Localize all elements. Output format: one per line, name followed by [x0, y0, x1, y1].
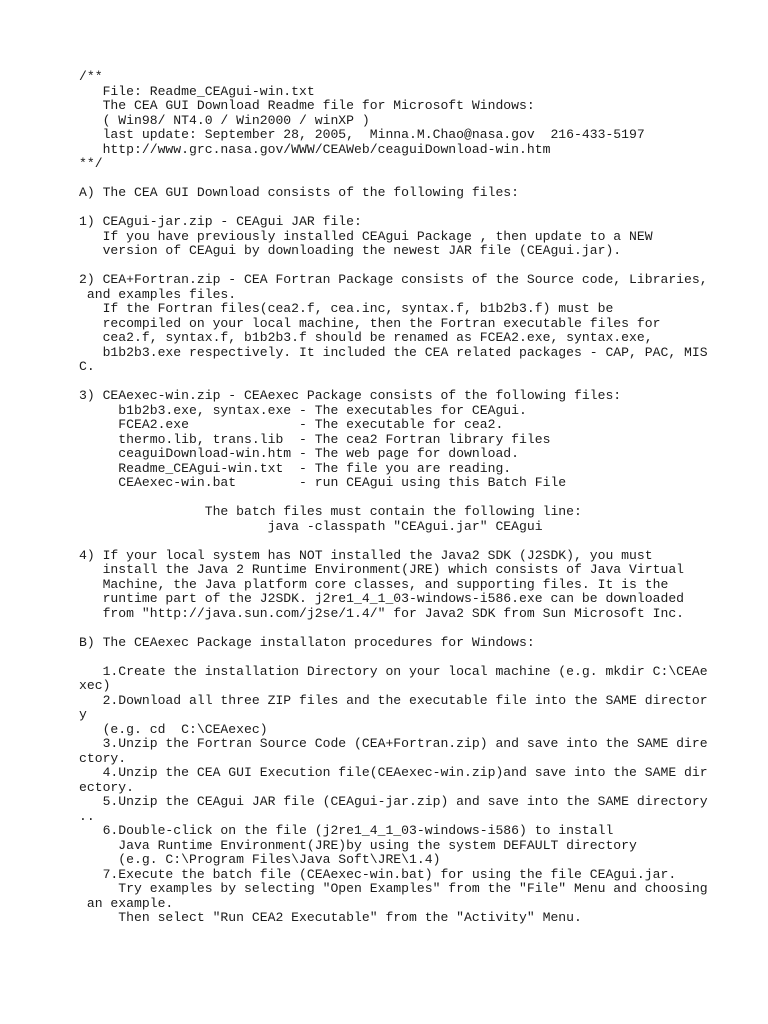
text-line: 2.Download all three ZIP files and the executable file into the SAME director: [79, 692, 708, 708]
text-line: runtime part of the J2SDK. j2re1_4_1_03-windows-i586.exe can be downloaded: [79, 591, 685, 606]
text-line: b1b2b3.exe respectively. It included the CEA related packages - CAP, PAC, MIS: [79, 344, 708, 360]
text-line: 2) CEA+Fortran.zip - CEA Fortran Package consists of the Source code, Libraries,: [79, 272, 708, 287]
text-line: [79, 375, 708, 390]
text-line: ctory.: [79, 750, 127, 766]
text-line: ..: [79, 808, 95, 824]
text-line: 6.Double-click on the file (j2re1_4_1_03-windows-i586) to install: [79, 823, 614, 838]
text-line: ( Win98/ NT4.0 / Win2000 / winXP ): [79, 112, 370, 128]
text-line: java -classpath "CEAgui.jar" CEAgui: [79, 518, 543, 534]
text-line: B) The CEAexec Package installaton procedures for Windows:: [79, 634, 535, 650]
text-line: 4.Unzip the CEA GUI Execution file(CEAexec-win.zip)and save into the SAME dir: [79, 765, 708, 780]
text-line: If you have previously installed CEAgui Package , then update to a NEW: [79, 228, 653, 244]
text-line: 1) CEAgui-jar.zip - CEAgui JAR file:: [79, 214, 362, 229]
text-line: an example.: [79, 895, 174, 911]
text-line: [79, 534, 708, 549]
text-line: recompiled on your local machine, then the Fortran executable files for: [79, 315, 661, 331]
text-line: The batch files must contain the following line:: [79, 504, 582, 519]
text-line: 5.Unzip the CEAgui JAR file (CEAgui-jar.zip) and save into the SAME directory: [79, 794, 708, 809]
text-line: 3.Unzip the Fortran Source Code (CEA+Fortran.zip) and save into the SAME dire: [79, 736, 708, 751]
text-line: last update: September 28, 2005, Minna.M.Chao@nasa.gov 216-433-5197: [79, 127, 645, 142]
text-line: b1b2b3.exe, syntax.exe - The executables for CEAgui.: [79, 402, 527, 418]
text-line: Then select "Run CEA2 Executable" from the "Activity" Menu.: [79, 910, 582, 925]
text-line: File: Readme_CEAgui-win.txt: [79, 83, 315, 99]
text-line: xec): [79, 678, 111, 693]
text-line: ceaguiDownload-win.htm - The web page for download.: [79, 446, 520, 461]
text-line: If the Fortran files(cea2.f, cea.inc, syntax.f, b1b2b3.f) must be: [79, 301, 614, 316]
text-line: /**: [79, 69, 103, 84]
text-line: **/: [79, 156, 103, 171]
text-line: ectory.: [79, 779, 135, 795]
text-line: version of CEAgui by downloading the newest JAR file (CEAgui.jar).: [79, 243, 622, 258]
text-line: y: [79, 707, 87, 722]
text-line: [79, 491, 708, 506]
text-line: Try examples by selecting "Open Examples" from the "File" Menu and choosing: [79, 881, 708, 896]
text-line: Java Runtime Environment(JRE)by using the system DEFAULT directory: [79, 837, 637, 853]
text-line: [79, 259, 708, 274]
text-line: A) The CEA GUI Download consists of the following files:: [79, 185, 520, 200]
text-line: 1.Create the installation Directory on your local machine (e.g. mkdir C:\CEAe: [79, 663, 708, 679]
text-line: [79, 201, 708, 216]
text-line: 7.Execute the batch file (CEAexec-win.bat) for using the file CEAgui.jar.: [79, 866, 677, 882]
text-line: CEAexec-win.bat - run CEAgui using this Batch File: [79, 475, 567, 490]
text-line: Machine, the Java platform core classes, and supporting files. It is the: [79, 576, 669, 592]
text-line: 3) CEAexec-win.zip - CEAexec Package consists of the following files:: [79, 388, 622, 403]
text-line: and examples files.: [79, 286, 237, 302]
text-line: [79, 650, 708, 665]
text-line: from "http://java.sun.com/j2se/1.4/" for Java2 SDK from Sun Microsoft Inc.: [79, 605, 685, 621]
text-line: install the Java 2 Runtime Environment(JRE) which consists of Java Virtual: [79, 562, 685, 577]
text-line: (e.g. cd C:\CEAexec): [79, 721, 268, 737]
text-line: C.: [79, 359, 95, 374]
text-line: cea2.f, syntax.f, b1b2b3.f should be renamed as FCEA2.exe, syntax.exe,: [79, 330, 653, 345]
text-line: (e.g. C:\Program Files\Java Soft\JRE\1.4): [79, 852, 441, 867]
text-line: FCEA2.exe - The executable for cea2.: [79, 417, 504, 432]
readme-text: [79, 70, 708, 926]
text-line: http://www.grc.nasa.gov/WWW/CEAWeb/ceaguiDownload-win.htm: [79, 141, 551, 157]
text-line: 4) If your local system has NOT installed the Java2 SDK (J2SDK), you must: [79, 547, 653, 563]
text-line: Readme_CEAgui-win.txt - The file you are reading.: [79, 460, 512, 476]
text-line: [79, 621, 708, 636]
text-line: [79, 172, 708, 187]
text-line: thermo.lib, trans.lib - The cea2 Fortran library files: [79, 431, 551, 447]
text-line: The CEA GUI Download Readme file for Microsoft Windows:: [79, 98, 535, 113]
